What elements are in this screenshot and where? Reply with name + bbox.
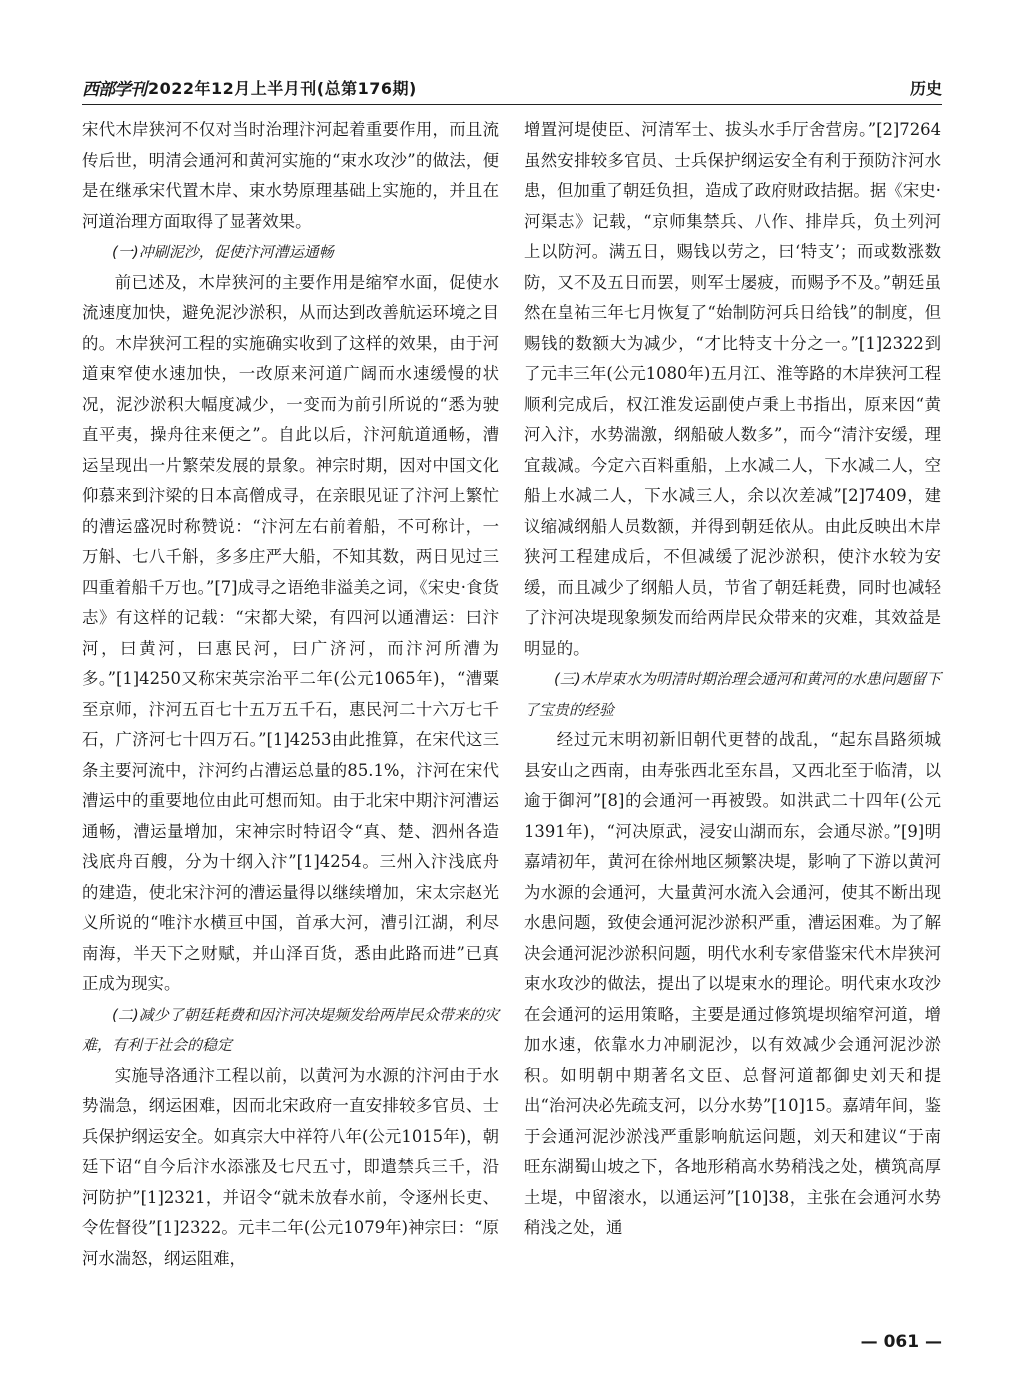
subheading: (三)木岸束水为明清时期治理会通河和黄河的水患问题留下了宝贵的经验 bbox=[524, 670, 941, 719]
right-column bbox=[524, 115, 941, 1244]
paragraph: 宋代木岸狭河不仅对当时治理汴河起着重要作用，而且流传后世，明清会通河和黄河实施的“束水攻沙”的做法，便是在继承宋代置木岸、束水势原理基础上实施的，并且在河道治理方面取得了显著效果。 bbox=[82, 120, 499, 231]
section-label: 历史 bbox=[909, 78, 942, 98]
subheading: (一)冲刷泥沙，促使汴河漕运通畅 bbox=[112, 243, 334, 261]
paragraph: 增置河堤使臣、河清军士、拔头水手厅舍营房。”[2]7264虽然安排较多官员、士兵保护纲运安全有利于预防汴河水患，但加重了朝廷负担，造成了政府财政拮据。据《宋史·河渠志》记载，“京师集禁兵、八作、排岸兵，负土列河上以防河。满五日，赐钱以劳之，曰‘特支’；而或数涨数防，又不及五日而罢，则军士屡疲，而赐予不及。”朝廷虽然在皇祐三年七月恢复了“始制防河兵日给钱”的制度，但赐钱的数额大为减少，“才比特支十分之一。”[1]2322到了元丰三年(公元1080年)五月江、淮等路的木岸狭河工程顺利完成后，权江淮发运副使卢秉上书指出，原来因“黄河入汴，水势湍激，纲船破人数多”，而今“清汴安缓，理宜裁减。今定六百料重船，上水减二人，下水减二人，空船上水减二人，下水减三人，余以次差减”[2]7409，建议缩减纲船人员数额，并得到朝廷依从。由此反映出木岸狭河工程建成后，不但减缓了泥沙淤积，使汴水较为安缓，而且减少了纲船人员，节省了朝廷耗费，同时也减轻了汴河决堤现象频发而给两岸民众带来的灾难，其效益是明显的。 bbox=[524, 120, 941, 658]
issue-info: 2022年12月上半月刊(总第176期) bbox=[148, 78, 417, 98]
page-number: — 061 — bbox=[860, 1332, 942, 1352]
page-header bbox=[82, 70, 942, 105]
subheading: (二)减少了朝廷耗费和因汴河决堤频发给两岸民众带来的灾难，有利于社会的稳定 bbox=[82, 1005, 499, 1054]
header-left bbox=[82, 75, 417, 100]
left-column bbox=[82, 115, 499, 1274]
paragraph: 前已述及，木岸狭河的主要作用是缩窄水面，促使水流速度加快，避免泥沙淤积，从而达到改善航运环境之目的。木岸狭河工程的实施确实收到了这样的效果，由于河道束窄使水速加快，一改原来河道广阔而水速缓慢的状况，泥沙淤积大幅度减少，一变而为前引所说的“悉为驶直平夷，操舟往来便之”。自此以后，汴河航道通畅，漕运呈现出一片繁荣发展的景象。神宗时期，因对中国文化仰慕来到汴梁的日本高僧成寻，在亲眼见证了汴河上繁忙的漕运盛况时称赞说：“汴河左右前着船，不可称计，一万斛、七八千斛，多多庄严大船，不知其数，两日见过三四重着船千万也。”[7]成寻之语绝非溢美之词，《宋史·食货志》有这样的记载：“宋都大梁，有四河以通漕运：曰汴河，曰黄河，曰惠民河，曰广济河，而汴河所漕为多。”[1]4250又称宋英宗治平二年(公元1065年)，“漕粟至京师，汴河五百七十五万五千石，惠民河二十六万七千石，广济河七十四万石。”[1]4253由此推算，在宋代这三条主要河流中，汴河约占漕运总量的85.1%，汴河在宋代漕运中的重要地位由此可想而知。由于北宋中期汴河漕运通畅，漕运量增加，宋神宗时特诏令“真、楚、泗州各造浅底舟百艘，分为十纲入汴”[1]4254。三州入汴浅底舟的建造，使北宋汴河的漕运量得以继续增加，宋太宗赵光义所说的“唯汴水横亘中国，首承大河，漕引江湖，利尽南海，半天下之财赋，并山泽百货，悉由此路而进”已真正成为现实。 bbox=[82, 272, 499, 993]
paragraph: 经过元末明初新旧朝代更替的战乱，“起东昌路须城县安山之西南，由寿张西北至东昌，又西北至于临清，以逾于御河”[8]的会通河一再被毁。如洪武二十四年(公元1391年)，“河决原武，浸安山湖而东，会通尽淤。”[9]明嘉靖初年，黄河在徐州地区频繁决堤，影响了下游以黄河为水源的会通河，大量黄河水流入会通河，使其不断出现水患问题，致使会通河泥沙淤积严重，漕运困难。为了解决会通河泥沙淤积问题，明代水利专家借鉴宋代木岸狭河束水攻沙的做法，提出了以堤束水的理论。明代束水攻沙在会通河的运用策略，主要是通过修筑堤坝缩窄河道，增加水速，依靠水力冲刷泥沙，以有效减少会通河泥沙淤积。如明朝中期著名文臣、总督河道都御史刘天和提出“治河决必先疏支河，以分水势”[10]15。嘉靖年间，鉴于会通河泥沙淤浅严重影响航运问题，刘天和建议“于南旺东湖蜀山坡之下，各地形稍高水势稍浅之处，横筑高厚土堤，中留滚水，以通运河”[10]38，主张在会通河水势稍浅之处，通 bbox=[524, 730, 941, 1237]
journal-logo: 西部学刊 bbox=[82, 79, 146, 100]
paragraph: 实施导洛通汴工程以前，以黄河为水源的汴河由于水势湍急，纲运困难，因而北宋政府一直安排较多官员、士兵保护纲运安全。如真宗大中祥符八年(公元1015年)，朝廷下诏“自今后汴水添涨及七尺五寸，即遣禁兵三千，沿河防护”[1]2321，并诏令“就未放春水前，令逐州长吏、令佐督役”[1]2322。元丰二年(公元1079年)神宗曰：“原河水湍怒，纲运阻难， bbox=[82, 1065, 499, 1268]
